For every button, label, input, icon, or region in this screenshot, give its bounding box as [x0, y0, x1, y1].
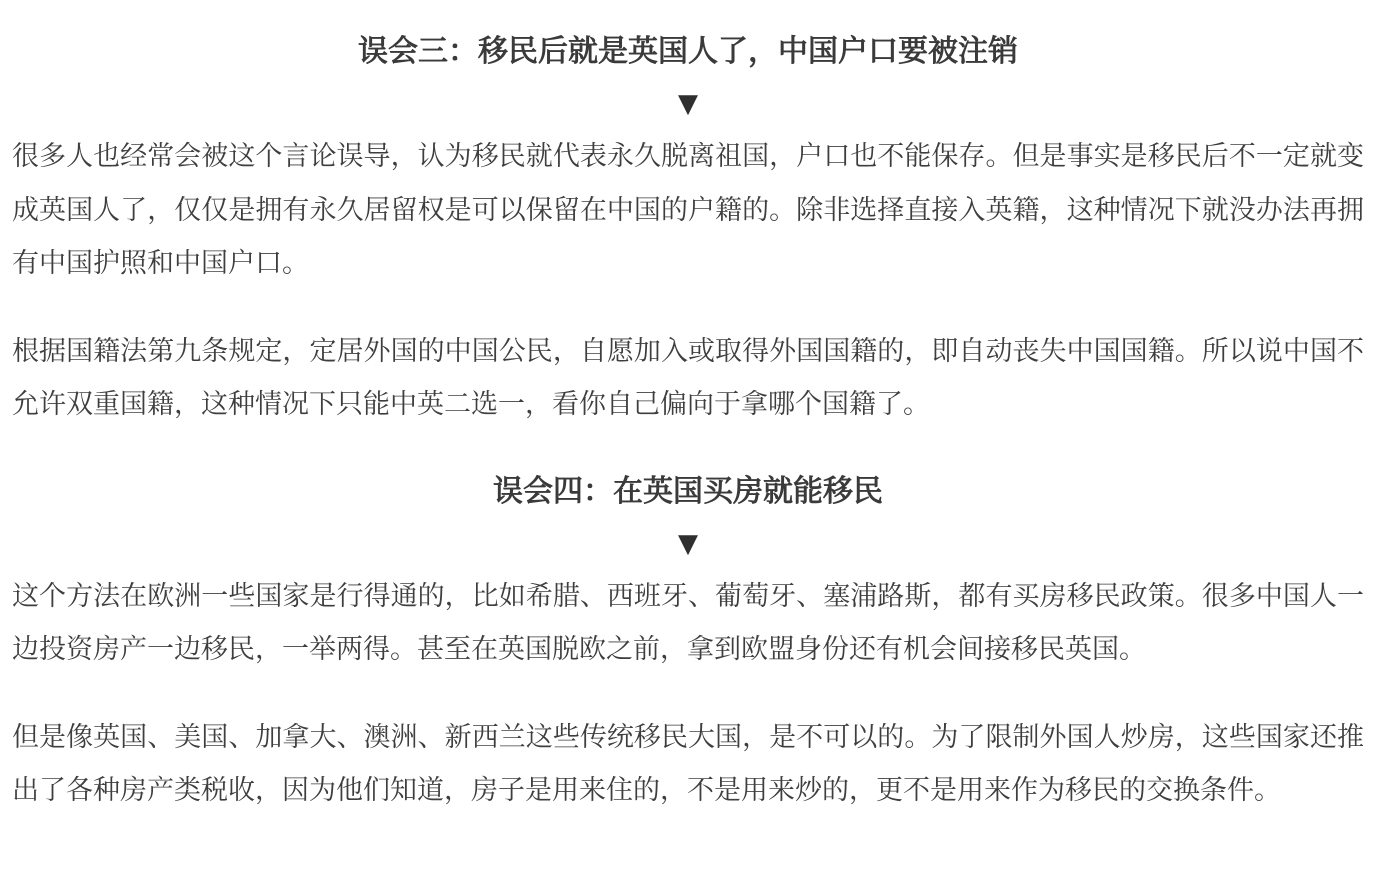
paragraph: 这个方法在欧洲一些国家是行得通的，比如希腊、西班牙、葡萄牙、塞浦路斯，都有买房移民政策。很多中国人一边投资房产一边移民，一举两得。甚至在英国脱欧之前，拿到欧盟身份还有机会间接移民英国。 [12, 580, 1364, 665]
section-heading-3: 误会三：移民后就是英国人了，中国户口要被注销 [358, 34, 1018, 69]
article-body [12, 26, 1364, 818]
paragraph: 但是像英国、美国、加拿大、澳洲、新西兰这些传统移民大国，是不可以的。为了限制外国人炒房，这些国家还推出了各种房产类税收，因为他们知道，房子是用来住的，不是用来炒的，更不是用来作为移民的交换条件。 [12, 721, 1364, 806]
paragraph: 很多人也经常会被这个言论误导，认为移民就代表永久脱离祖国，户口也不能保存。但是事实是移民后不一定就变成英国人了，仅仅是拥有永久居留权是可以保留在中国的户籍的。除非选择直接入英籍，这种情况下就没办法再拥有中国护照和中国户口。 [12, 141, 1364, 279]
down-triangle-icon: ▼ [678, 89, 698, 119]
paragraph: 根据国籍法第九条规定，定居外国的中国公民，自愿加入或取得外国国籍的，即自动丧失中国国籍。所以说中国不允许双重国籍，这种情况下只能中英二选一，看你自己偏向于拿哪个国籍了。 [12, 335, 1364, 420]
down-triangle-icon: ▼ [678, 528, 698, 559]
section-heading-4: 误会四：在英国买房就能移民 [493, 473, 883, 509]
